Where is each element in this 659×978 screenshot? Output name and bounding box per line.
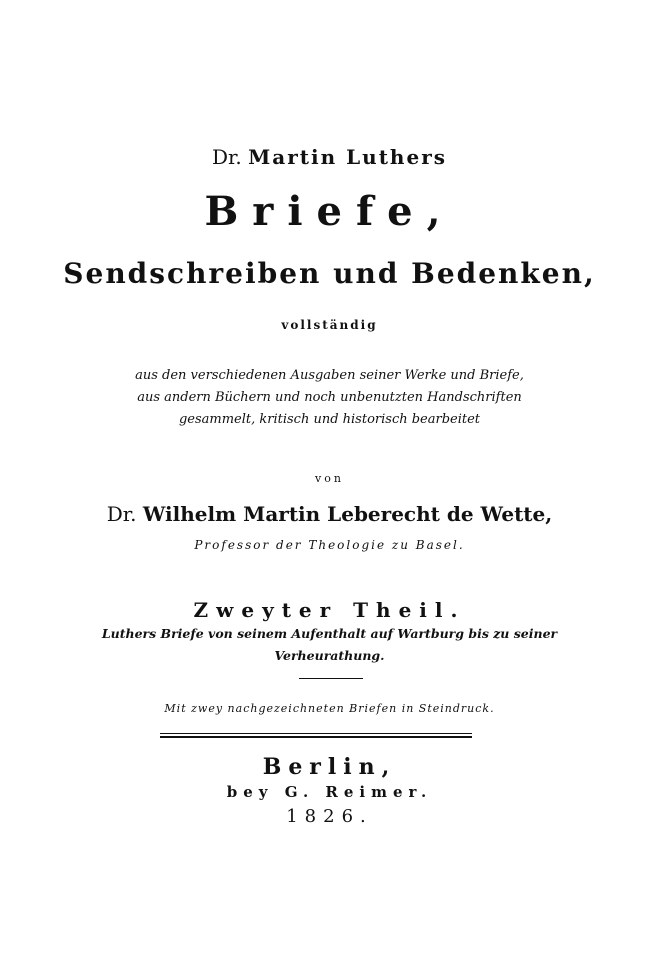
- author-prefix: Dr.: [211, 145, 242, 169]
- subtitle: Sendschreiben und Bedenken,: [63, 257, 596, 290]
- author-line: [0, 145, 659, 169]
- double-rule-bottom: [160, 736, 472, 738]
- editor-title: Professor der Theologie zu Basel.: [194, 538, 465, 552]
- short-rule: [299, 678, 363, 679]
- editor-line: [0, 502, 659, 526]
- volume-subtitle-line-2: Verheurathung.: [274, 648, 385, 663]
- description-line-1: aus den verschiedenen Ausgaben seiner Werke und Briefe,: [135, 368, 524, 383]
- main-title: Briefe,: [204, 188, 455, 235]
- description-line-2: aus andern Büchern und noch unbenutzten Handschriften: [137, 390, 522, 405]
- double-rule-top: [160, 733, 472, 734]
- publisher: bey G. Reimer.: [226, 783, 433, 801]
- author-name: Martin Luthers: [248, 145, 447, 169]
- description-line-3: gesammelt, kritisch und historisch bearbeitet: [178, 412, 481, 427]
- volume-title: Zweyter Theil.: [193, 598, 466, 622]
- volume-subtitle-line-1: Luthers Briefe von seinem Aufenthalt auf Wartburg bis zu seiner: [101, 626, 558, 641]
- qualifier: vollständig: [281, 318, 378, 332]
- editor-name: Wilhelm Martin Leberecht de Wette,: [142, 502, 553, 526]
- editor-prefix: Dr.: [106, 502, 137, 526]
- facsimile-note: Mit zwey nachgezeichneten Briefen in Steindruck.: [164, 702, 495, 715]
- place: Berlin,: [262, 754, 397, 780]
- by-word: von: [315, 472, 344, 485]
- year: 1826.: [286, 806, 373, 827]
